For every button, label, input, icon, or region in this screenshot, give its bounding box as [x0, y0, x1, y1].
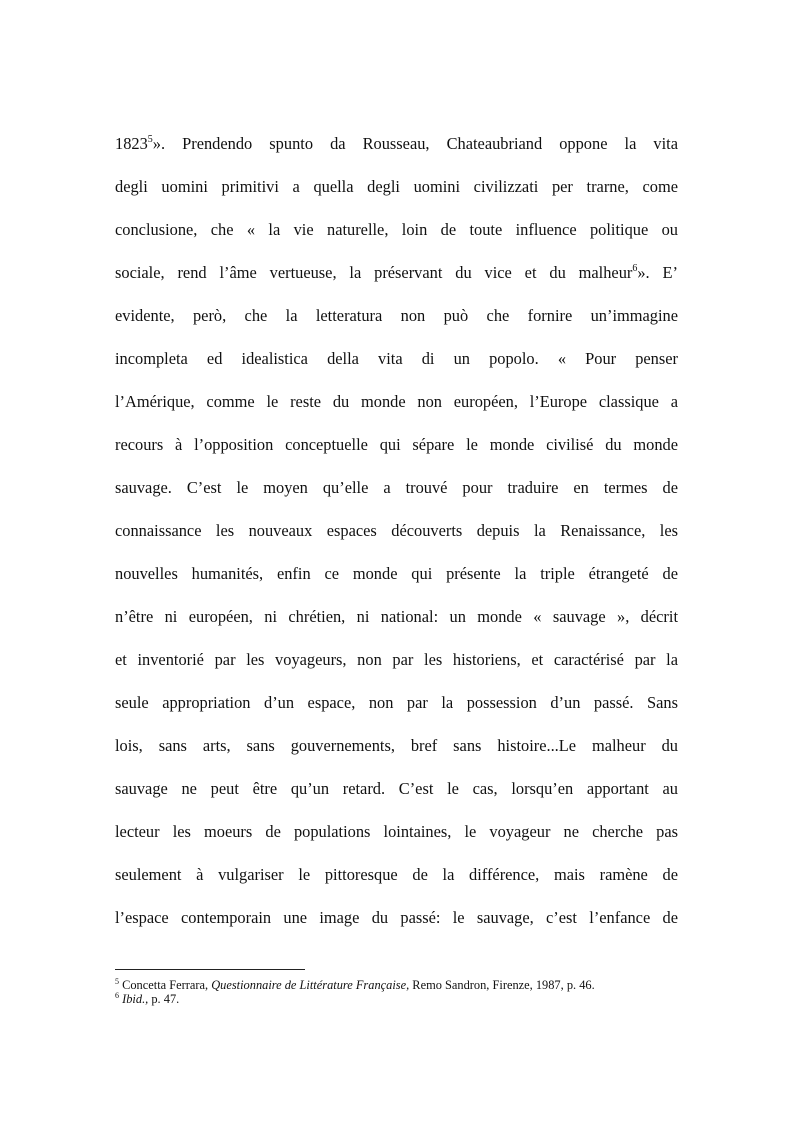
text-line: et inventorié par les voyageurs, non par les historiens, et caractérisé par la [115, 650, 678, 669]
text-line: conclusione, che « la vie naturelle, loin de toute influence politique ou [115, 220, 678, 239]
text-line: lois, sans arts, sans gouvernements, bref sans histoire...Le malheur du [115, 736, 678, 755]
text-segment: 1823 [115, 134, 148, 153]
text-line: lecteur les moeurs de populations lointaines, le voyageur ne cherche pas [115, 822, 678, 841]
footnote-title: Ibid., [122, 992, 149, 1006]
text-line: degli uomini primitivi a quella degli uomini civilizzati per trarne, come [115, 177, 678, 196]
footnote-text: p. 47. [148, 992, 180, 1006]
text-line: recours à l’opposition conceptuelle qui sépare le monde civilisé du monde [115, 435, 678, 454]
text-segment: sociale, rend l’âme vertueuse, la préservant du vice et du malheur [115, 263, 633, 282]
text-line: l’Amérique, comme le reste du monde non européen, l’Europe classique a [115, 392, 678, 411]
footnote-6 [115, 992, 715, 1006]
text-line: sauvage. C’est le moyen qu’elle a trouvé pour traduire en termes de [115, 478, 678, 497]
footnote-text: Remo Sandron, Firenze, 1987, p. 46. [409, 978, 595, 992]
footnotes [115, 978, 715, 1006]
text-line [115, 128, 678, 171]
footnote-number: 6 [115, 990, 119, 1000]
footnote-ref-6: 6 [632, 262, 638, 274]
footnote-title: Questionnaire de Littérature Française, [211, 978, 410, 992]
footnote-separator [115, 969, 305, 970]
footnote-5 [115, 978, 715, 992]
text-line: sauvage ne peut être qu’un retard. C’est le cas, lorsqu’en apportant au [115, 779, 678, 798]
footnote-text: Concetta Ferrara, [119, 978, 212, 992]
text-line: l’espace contemporain une image du passé: le sauvage, c’est l’enfance de [115, 908, 678, 927]
text-line: n’être ni européen, ni chrétien, ni national: un monde « sauvage », décrit [115, 607, 678, 626]
text-line: evidente, però, che la letteratura non può che fornire un’immagine [115, 306, 678, 325]
text-line [115, 257, 678, 300]
footnote-ref-5: 5 [147, 133, 153, 145]
text-segment: ». Prendendo spunto da Rousseau, Chateaubriand oppone la vita [152, 134, 678, 153]
text-line: seulement à vulgariser le pittoresque de la différence, mais ramène de [115, 865, 678, 884]
body-text [115, 128, 678, 945]
footnote-number: 5 [115, 976, 119, 986]
text-line: incompleta ed idealistica della vita di un popolo. « Pour penser [115, 349, 678, 368]
text-segment: ». E’ [637, 263, 678, 282]
text-line: seule appropriation d’un espace, non par la possession d’un passé. Sans [115, 693, 678, 712]
text-line: nouvelles humanités, enfin ce monde qui présente la triple étrangeté de [115, 564, 678, 583]
text-line: connaissance les nouveaux espaces découverts depuis la Renaissance, les [115, 521, 678, 540]
